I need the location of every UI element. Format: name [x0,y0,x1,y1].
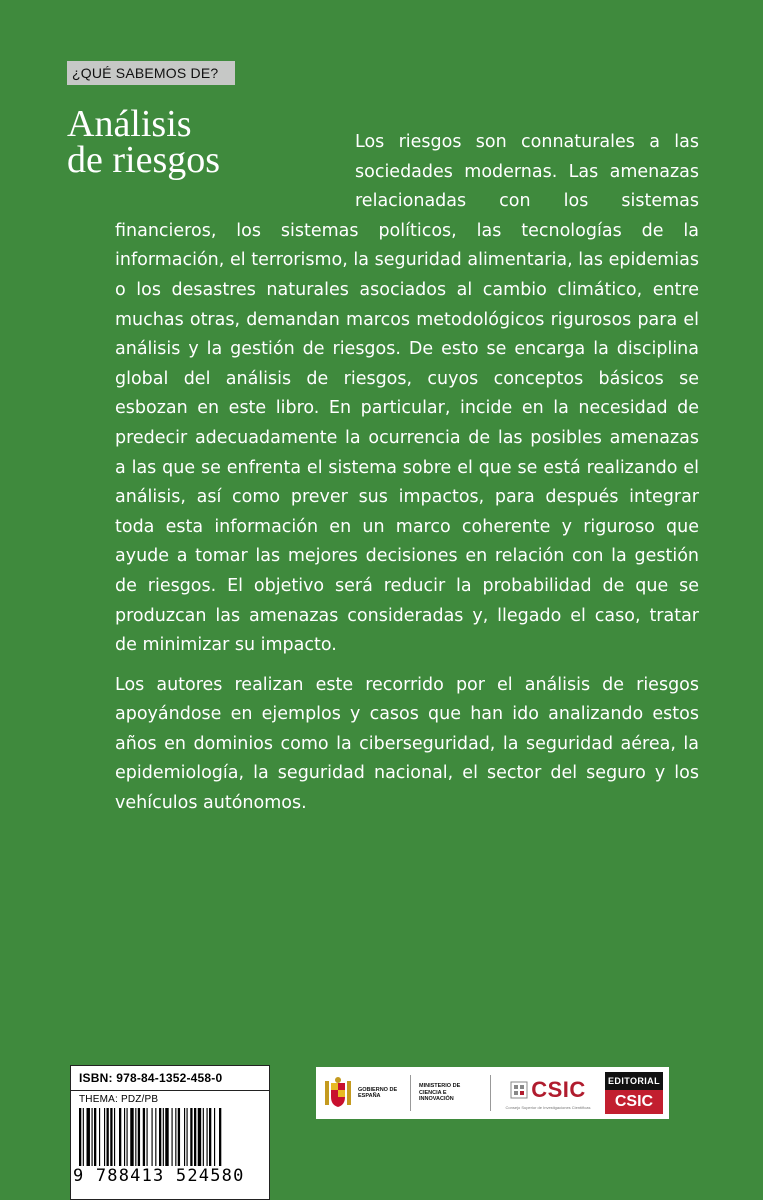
title-line-2: de riesgos [67,139,221,181]
gobierno-label: GOBIERNO DE ESPAÑA [358,1086,398,1099]
barcode-graphic [79,1108,263,1166]
barcode-box [70,1065,270,1200]
back-cover-blurb [115,128,699,819]
csic-wordmark: CSIC [531,1076,586,1102]
thema-label: THEMA: PDZ/PB [79,1094,159,1105]
title-line-1: Análisis [67,103,192,145]
csic-logo [495,1067,601,1119]
barcode-digits: 9 788413 524580 [73,1166,245,1186]
publisher-logo-strip [316,1067,669,1119]
blurb-paragraph-2: Los autores realizan este recorrido por el análisis de riesgos apoyándose en ejemplos y casos que han ido analizando estos años en dominios como la ciberseguridad, la seguridad aérea, la epidemiología, la seguridad nacional, el sector del seguro y los vehículos autónomos. [115,674,699,814]
isbn-label: ISBN: 978-84-1352-458-0 [71,1066,269,1091]
editorial-csic-label: CSIC [605,1090,663,1114]
editorial-label: EDITORIAL [605,1072,663,1090]
csic-emblem-icon [510,1081,528,1099]
csic-subtitle: Consejo Superior de Investigaciones Científicas [505,1104,591,1110]
ministerio-label: MINISTERIO DE CIENCIA E INNOVACIÓN [419,1083,461,1103]
blurb-paragraph-1: Los riesgos son connaturales a las sociedades modernas. Las amenazas relacionadas con los sistemas financieros, los sistemas políticos, las tecnologías de la información, el terrorismo, la seguridad alimentaria, las epidemias o los desastres naturales asociados al cambio climático, entre muchas otras, demandan marcos metodológicos rigurosos para el análisis y la gestión de riesgos. De esto se encarga la disciplina global del análisis de riesgos, cuyos conceptos básicos se esbozan en este libro. En particular, incide en la necesidad de predecir adecuadamente la ocurrencia de las posibles amenazas a las que se enfrenta el sistema sobre el que se está realizando el análisis, así como prever sus impactos, para después integrar toda esta información en un marco coherente y riguroso que ayude a tomar las mejores decisiones en relación con la gestión de riesgos. El objetivo será reducir la probabilidad de que se produzcan las amenazas consideradas y, llegado el caso, tratar de minimizar su impacto. [115,132,699,656]
gobierno-logo [316,1067,486,1119]
coat-of-arms-icon [322,1075,354,1111]
editorial-csic-logo [605,1072,663,1114]
series-tag: ¿QUÉ SABEMOS DE? [67,61,235,85]
